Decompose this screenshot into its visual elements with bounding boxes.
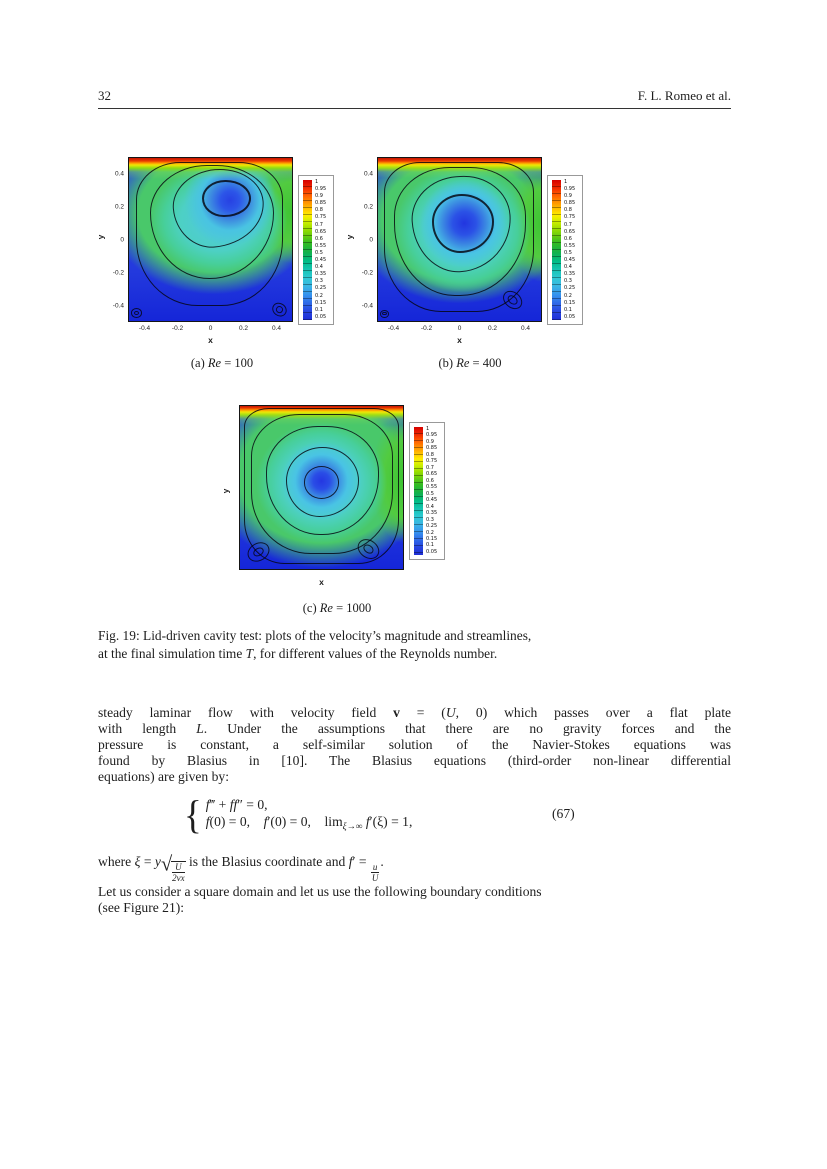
body-text-line: equations) are given by: <box>98 769 229 784</box>
colorbar-labels <box>315 180 330 320</box>
colorbar-tick-label: 0.55 <box>315 242 327 249</box>
y-tick-label: -0.2 <box>112 269 124 276</box>
subfigure-c <box>207 398 457 598</box>
colorbar-tick-label: 0.1 <box>564 306 572 313</box>
colorbar-tick-label: 0.5 <box>315 249 323 256</box>
x-axis-label: x <box>208 335 213 345</box>
colorbar-tick-label: 0.4 <box>315 264 323 271</box>
fraction: $\frac{u}{U}$ <box>371 862 379 884</box>
colorbar-tick-label: 0.75 <box>564 214 576 221</box>
colorbar-tick-label: 1 <box>315 179 319 185</box>
corner-vortex <box>131 308 142 318</box>
colorbar-tick-label: 0.9 <box>315 193 323 200</box>
colorbar-labels <box>426 427 441 555</box>
y-tick-label: 0.2 <box>363 203 373 210</box>
colorbar-tick-label: 0.65 <box>564 228 576 235</box>
colorbar-tick-label: 0.7 <box>564 221 572 228</box>
colorbar-tick-label: 0.25 <box>315 285 327 292</box>
x-tick-label: -0.4 <box>387 325 400 332</box>
y-tick-label: -0.4 <box>112 302 124 309</box>
colorbar-tick-label: 0.45 <box>564 257 576 264</box>
contour-plot-re1000 <box>239 405 404 570</box>
y-axis-ticks <box>211 405 237 570</box>
body-text-line: where ξ = y√ $\frac{U}{2\nu x}$ is the Blasius coordinate and f′ = $\frac{u}{U}$ . <box>98 853 384 884</box>
colorbar-tick-label: 0.35 <box>315 271 327 278</box>
colorbar-tick-label: 0.45 <box>315 257 327 264</box>
equation-line: f‴ + ff″ = 0, <box>205 796 268 812</box>
x-tick-label: -0.4 <box>138 325 151 332</box>
colorbar-tick-label: 0.95 <box>426 432 438 439</box>
colorbar-gradient <box>552 180 561 320</box>
colorbar-tick-label: 0.2 <box>564 292 572 299</box>
y-tick-label: 0 <box>120 236 124 243</box>
body-text-line: pressure is constant, a self-similar solution of the Navier-Stokes equations was <box>98 737 731 752</box>
y-axis-label: y <box>220 488 231 494</box>
colorbar-tick-label: 1 <box>564 179 568 185</box>
streamline <box>136 162 283 305</box>
colorbar-tick-label: 0.3 <box>564 278 572 285</box>
colorbar-tick-label: 0.85 <box>564 200 576 207</box>
subfigure-a <box>96 150 346 350</box>
contour-plot-re100 <box>128 157 293 322</box>
subfigure-b-caption: (b) Re = 400 <box>438 356 502 370</box>
subfigure-c-caption: (c) Re = 1000 <box>302 601 372 615</box>
page-number: 32 <box>98 88 111 103</box>
colorbar-tick-label: 0.55 <box>564 242 576 249</box>
figure-caption-line: Fig. 19: Lid-driven cavity test: plots of the velocity’s magnitude and streamlines, <box>98 628 532 643</box>
colorbar-tick-label: 0.2 <box>426 529 434 536</box>
x-tick-label: 0 <box>208 325 213 332</box>
y-tick-label: 0.4 <box>363 170 373 177</box>
y-tick-label: 0.2 <box>114 203 124 210</box>
colorbar-tick-label: 0.55 <box>426 484 438 491</box>
colorbar-tick-label: 0.1 <box>315 306 323 313</box>
colorbar <box>409 422 445 560</box>
corner-vortex <box>380 310 390 318</box>
colorbar <box>547 175 583 325</box>
colorbar-tick-label: 0.25 <box>426 523 438 530</box>
colorbar-tick-label: 0.45 <box>426 497 438 504</box>
y-axis-label: y <box>344 234 355 240</box>
colorbar-tick-label: 0.25 <box>564 285 576 292</box>
corner-vortex <box>270 300 289 319</box>
figure-caption-line: at the final simulation time T, for different values of the Reynolds number. <box>98 646 498 661</box>
colorbar-labels <box>564 180 579 320</box>
header-rule <box>98 108 731 109</box>
running-title: F. L. Romeo et al. <box>637 88 731 103</box>
colorbar-tick-label: 0.7 <box>315 221 323 228</box>
colorbar-tick-label: 0.4 <box>564 264 572 271</box>
colorbar-tick-label: 0.2 <box>315 292 323 299</box>
colorbar-gradient <box>303 180 312 320</box>
y-tick-label: 0.4 <box>114 170 124 177</box>
colorbar-tick-label: 0.6 <box>426 477 434 484</box>
colorbar-tick-label: 0.5 <box>564 249 572 256</box>
colorbar-tick-label: 0.7 <box>426 464 434 471</box>
colorbar-tick-label: 0.3 <box>426 516 434 523</box>
x-tick-label: 0.4 <box>520 325 531 332</box>
body-text-line: steady laminar flow with velocity field v = (U, 0) which passes over a flat plate <box>98 705 732 720</box>
colorbar-tick-label: 0.5 <box>426 490 434 497</box>
fraction: $\frac{U}{2\nu x}$ <box>172 862 185 884</box>
colorbar-gradient <box>414 427 423 555</box>
y-tick-label: -0.2 <box>361 269 373 276</box>
streamline <box>244 408 399 564</box>
equation-cases <box>184 794 412 837</box>
colorbar-tick-label: 0.95 <box>315 186 327 193</box>
equation-line: f(0) = 0, f′(0) = 0, $\lim_{\xi\to\infty} f'(\xi) = 1$, <box>205 813 413 832</box>
colorbar-tick-label: 0.05 <box>564 313 576 320</box>
subfigure-a-caption: (a) Re = 100 <box>190 356 254 370</box>
x-tick-label: 0.4 <box>271 325 282 332</box>
colorbar-tick-label: 0.15 <box>564 299 576 306</box>
colorbar-tick-label: 0.75 <box>315 214 327 221</box>
colorbar-tick-label: 0.9 <box>426 438 434 445</box>
y-tick-label: -0.4 <box>361 302 373 309</box>
colorbar-tick-label: 0.6 <box>564 235 572 242</box>
colorbar-tick-label: 0.1 <box>426 542 434 549</box>
colorbar-tick-label: 0.15 <box>426 535 438 542</box>
colorbar-tick-label: 0.35 <box>564 271 576 278</box>
colorbar-tick-label: 0.05 <box>426 548 438 555</box>
equation-67 <box>98 794 731 842</box>
colorbar-tick-label: 0.85 <box>315 200 327 207</box>
colorbar <box>298 175 334 325</box>
body-text-line: found by Blasius in [10]. The Blasius equations (third-order non-linear differential <box>98 753 731 768</box>
colorbar-tick-label: 0.85 <box>426 445 438 452</box>
y-axis-label: y <box>95 234 106 240</box>
colorbar-tick-label: 1 <box>426 426 430 432</box>
colorbar-tick-label: 0.4 <box>426 503 434 510</box>
colorbar-tick-label: 0.75 <box>426 458 438 465</box>
colorbar-tick-label: 0.9 <box>564 193 572 200</box>
colorbar-tick-label: 0.8 <box>315 207 323 214</box>
colorbar-tick-label: 0.8 <box>426 451 434 458</box>
colorbar-tick-label: 0.05 <box>315 313 327 320</box>
colorbar-tick-label: 0.65 <box>426 471 438 478</box>
colorbar-tick-label: 0.8 <box>564 207 572 214</box>
x-tick-label: 0 <box>457 325 462 332</box>
body-paragraph-2 <box>98 849 731 916</box>
figure-caption <box>98 627 734 663</box>
body-text-line: (see Figure 21): <box>98 899 185 915</box>
body-text-line: Let us consider a square domain and let us use the following boundary conditions <box>98 883 542 899</box>
x-tick-label: -0.2 <box>420 325 433 332</box>
colorbar-tick-label: 0.35 <box>426 510 438 517</box>
body-text-line: with length L. Under the assumptions that there are no gravity forces and the <box>98 721 731 736</box>
equation-number: (67) <box>552 806 575 821</box>
y-axis-ticks <box>349 157 375 322</box>
subfigure-b <box>345 150 595 350</box>
x-tick-label: -0.2 <box>171 325 184 332</box>
colorbar-tick-label: 0.15 <box>315 299 327 306</box>
x-axis-ticks <box>377 325 542 334</box>
x-axis-ticks <box>128 325 293 334</box>
body-paragraph-1 <box>98 705 731 785</box>
x-axis-label: x <box>457 335 462 345</box>
x-axis-label: x <box>319 577 324 587</box>
y-tick-label: 0 <box>369 236 373 243</box>
colorbar-tick-label: 0.6 <box>315 235 323 242</box>
x-tick-label: 0.2 <box>238 325 249 332</box>
colorbar-tick-label: 0.95 <box>564 186 576 193</box>
x-tick-label: 0.2 <box>487 325 498 332</box>
colorbar-tick-label: 0.65 <box>315 228 327 235</box>
contour-plot-re400 <box>377 157 542 322</box>
cases-brace: { <box>184 792 202 839</box>
colorbar-tick-label: 0.3 <box>315 278 323 285</box>
y-axis-ticks <box>100 157 126 322</box>
